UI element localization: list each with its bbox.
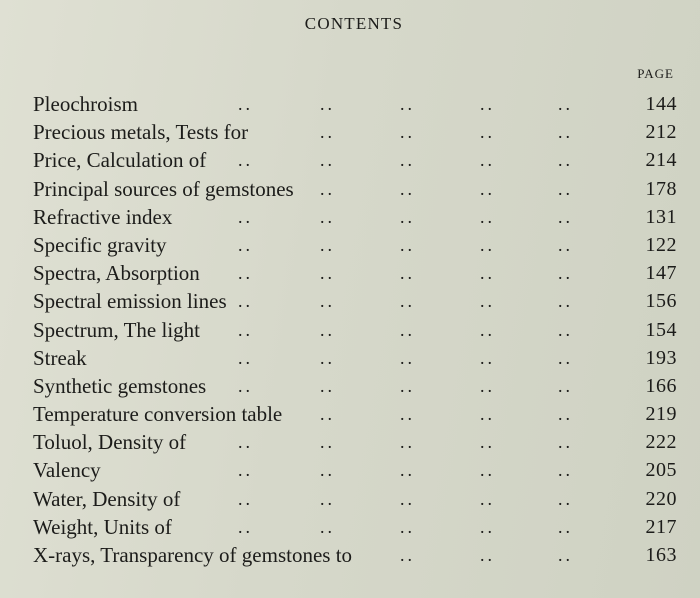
leader-dots: .. [400, 178, 415, 199]
entry-page-number: 131 [645, 205, 677, 228]
contents-entry [33, 175, 677, 203]
contents-entry [33, 400, 677, 428]
entry-page-number: 144 [645, 93, 677, 115]
leader-dots: .. [320, 94, 335, 114]
leader-dots: .. [400, 347, 415, 368]
contents-entry [33, 344, 677, 372]
leader-dots: .. [480, 347, 495, 368]
leader-dots: .. [480, 516, 495, 537]
entry-label: Spectrum, The light [33, 317, 201, 342]
leader-dots: .. [238, 263, 253, 284]
leader-dots: .. [400, 545, 415, 565]
leader-dots: .. [320, 319, 335, 340]
entry-page-number: 122 [645, 233, 677, 256]
contents-entry [33, 372, 677, 400]
leader-dots: .. [558, 432, 573, 453]
leader-dots: .. [558, 94, 573, 114]
entry-page-number: 214 [645, 149, 677, 172]
contents-entry [33, 316, 677, 344]
leader-dots: .. [480, 150, 495, 171]
leader-dots: .. [480, 122, 495, 143]
leader-dots: .. [558, 150, 573, 171]
leader-dots: .. [480, 234, 495, 255]
contents-entry [33, 485, 677, 513]
leader-dots: .. [320, 516, 335, 537]
leader-dots: .. [400, 404, 415, 425]
leader-dots: .. [320, 460, 335, 481]
dot-leader [33, 456, 677, 484]
leader-dots: .. [238, 206, 253, 227]
contents-list [33, 90, 677, 569]
contents-entry [33, 118, 677, 146]
leader-dots: .. [400, 432, 415, 453]
leader-dots: .. [400, 122, 415, 143]
leader-dots: .. [400, 94, 415, 114]
leader-dots: .. [320, 347, 335, 368]
leader-dots: .. [558, 488, 573, 509]
entry-label: Water, Density of [33, 486, 181, 511]
leader-dots: .. [400, 263, 415, 284]
entry-label: Spectral emission lines [33, 289, 227, 314]
entry-page-number: 205 [645, 459, 677, 482]
contents-entry [33, 456, 677, 484]
leader-dots: .. [400, 206, 415, 227]
leader-dots: .. [480, 488, 495, 509]
entry-label: Weight, Units of [33, 514, 172, 539]
leader-dots: .. [400, 516, 415, 537]
leader-dots: .. [480, 206, 495, 227]
leader-dots: .. [558, 347, 573, 368]
page-heading: CONTENTS [304, 14, 404, 33]
entry-page-number: 147 [645, 262, 677, 285]
leader-dots: .. [320, 234, 335, 255]
entry-page-number: 166 [645, 374, 677, 397]
leader-dots: .. [320, 488, 335, 509]
entry-label: Precious metals, Tests for [33, 120, 249, 145]
leader-dots: .. [480, 291, 495, 312]
contents-entry [33, 203, 677, 231]
leader-dots: .. [238, 460, 253, 481]
entry-label: X-rays, Transparency of gemstones to [33, 543, 353, 567]
leader-dots: .. [320, 150, 335, 171]
leader-dots: .. [558, 206, 573, 227]
entry-label: Refractive index [33, 204, 173, 229]
leader-dots: .. [238, 432, 253, 453]
leader-dots: .. [238, 319, 253, 340]
contents-entry [33, 259, 677, 287]
leader-dots: .. [480, 375, 495, 396]
leader-dots: .. [558, 545, 573, 565]
leader-dots: .. [238, 347, 253, 368]
leader-dots: .. [480, 404, 495, 425]
entry-label: Price, Calculation of [33, 148, 207, 173]
contents-entry [33, 146, 677, 174]
entry-page-number: 193 [645, 346, 677, 369]
page-column-label: PAGE [637, 66, 674, 81]
leader-dots: .. [558, 460, 573, 481]
entry-label: Spectra, Absorption [33, 261, 200, 286]
leader-dots: .. [480, 263, 495, 284]
leader-dots: .. [400, 150, 415, 171]
leader-dots: .. [238, 150, 253, 171]
leader-dots: .. [238, 234, 253, 255]
leader-dots: .. [320, 206, 335, 227]
contents-entry [33, 428, 677, 456]
leader-dots: .. [558, 178, 573, 199]
leader-dots: .. [238, 516, 253, 537]
entry-page-number: 220 [645, 487, 677, 510]
entry-page-number: 154 [645, 318, 677, 341]
entry-page-number: 163 [645, 544, 677, 566]
leader-dots: .. [238, 488, 253, 509]
leader-dots: .. [558, 516, 573, 537]
leader-dots: .. [400, 488, 415, 509]
leader-dots: .. [400, 375, 415, 396]
entry-page-number: 222 [645, 431, 677, 454]
leader-dots: .. [558, 375, 573, 396]
contents-entry [33, 541, 677, 569]
leader-dots: .. [558, 263, 573, 284]
leader-dots: .. [400, 460, 415, 481]
entry-label: Toluol, Density of [33, 430, 187, 455]
entry-label: Principal sources of gemstones [33, 176, 294, 201]
leader-dots: .. [480, 319, 495, 340]
leader-dots: .. [558, 291, 573, 312]
entry-label: Valency [33, 458, 101, 483]
contents-entry [33, 513, 677, 541]
leader-dots: .. [320, 291, 335, 312]
entry-page-number: 156 [645, 290, 677, 313]
entry-page-number: 219 [645, 403, 677, 426]
entry-label: Pleochroism [33, 92, 138, 116]
leader-dots: .. [238, 94, 253, 114]
leader-dots: .. [558, 404, 573, 425]
entry-label: Temperature conversion table [33, 402, 283, 427]
leader-dots: .. [558, 122, 573, 143]
leader-dots: .. [480, 432, 495, 453]
leader-dots: .. [480, 545, 495, 565]
leader-dots: .. [400, 234, 415, 255]
leader-dots: .. [480, 460, 495, 481]
leader-dots: .. [558, 319, 573, 340]
leader-dots: .. [320, 432, 335, 453]
leader-dots: .. [238, 291, 253, 312]
leader-dots: .. [558, 234, 573, 255]
leader-dots: .. [320, 122, 335, 143]
leader-dots: .. [400, 291, 415, 312]
contents-entry [33, 231, 677, 259]
entry-page-number: 217 [645, 515, 677, 538]
leader-dots: .. [400, 319, 415, 340]
contents-entry [33, 287, 677, 315]
leader-dots: .. [320, 404, 335, 425]
leader-dots: .. [480, 94, 495, 114]
entry-page-number: 178 [645, 177, 677, 200]
dot-leader [33, 344, 677, 372]
entry-page-number: 212 [645, 121, 677, 144]
leader-dots: .. [320, 178, 335, 199]
leader-dots: .. [480, 178, 495, 199]
leader-dots: .. [320, 375, 335, 396]
entry-label: Specific gravity [33, 232, 167, 257]
entry-label: Streak [33, 345, 87, 370]
contents-entry [33, 90, 677, 118]
entry-label: Synthetic gemstones [33, 373, 207, 398]
leader-dots: .. [238, 375, 253, 396]
leader-dots: .. [320, 263, 335, 284]
